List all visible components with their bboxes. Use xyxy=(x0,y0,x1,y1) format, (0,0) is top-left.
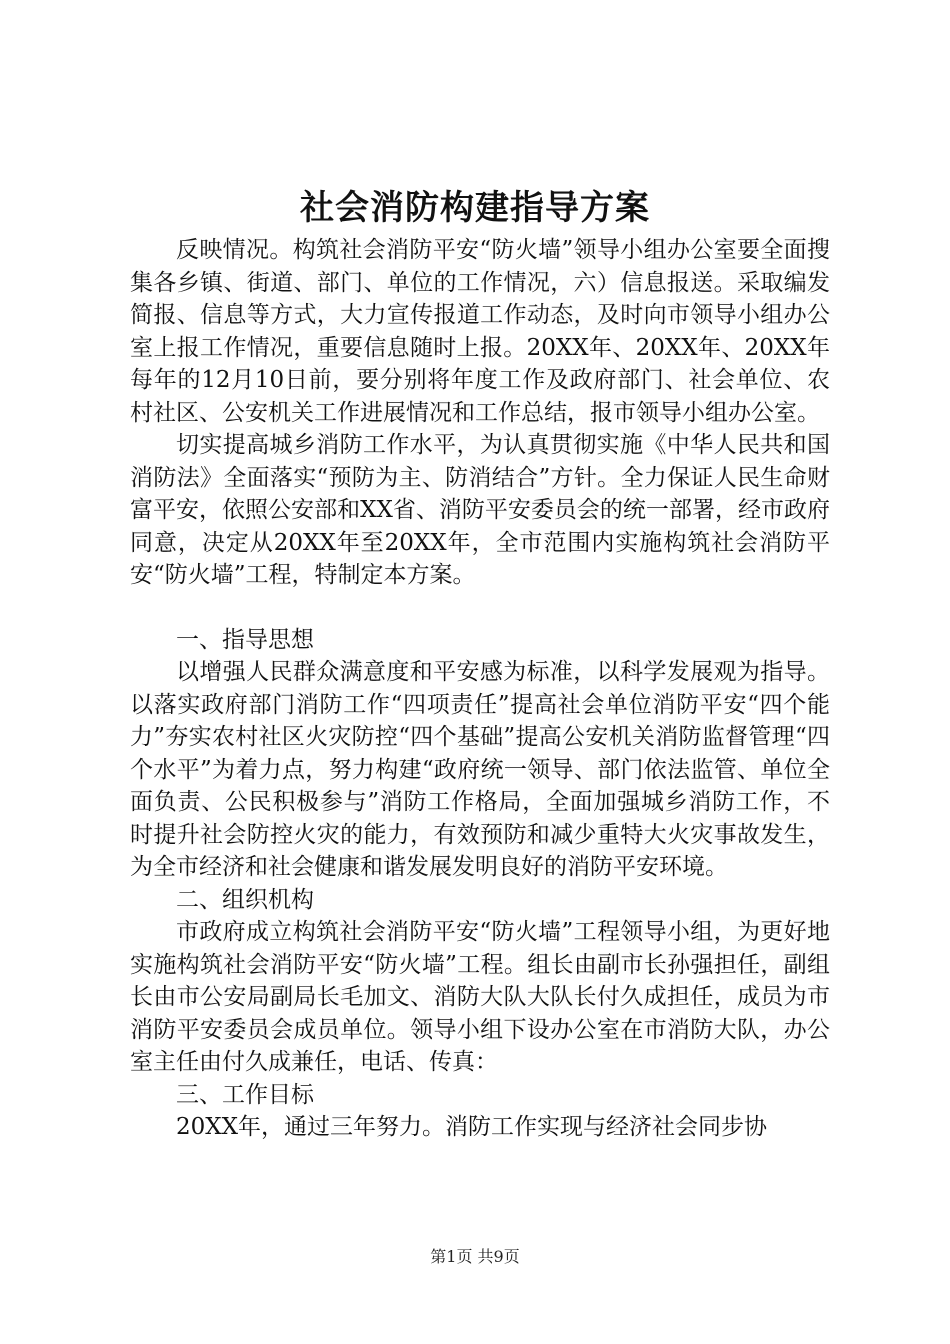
section-heading-guiding-thought: 一、指导思想 xyxy=(176,626,314,653)
section-heading-goals: 三、工作目标 xyxy=(176,1081,314,1108)
paragraph-goals: 20XX年，通过三年努力。消防工作实现与经济社会同步协 xyxy=(176,1114,768,1140)
paragraph-report: 反映情况。构筑社会消防平安“防火墙”领导小组办公室要全面搜集各乡镇、街道、部门、单位的工作情况，六）信息报送。采取编发简报、信息等方式，大力宣传报道工作动态，及时向市领导小组办公室上报工作情况，重要信息随时上报。20XX年、20XX年、20XX年每年的12月10日前，要分别将年度工作及政府部门、社会单位、农村社区、公安机关工作进展情况和工作总结，报市领导小组办公室。 xyxy=(130,237,830,426)
paragraph-guiding-thought: 以增强人民群众满意度和平安感为标准，以科学发展观为指导。以落实政府部门消防工作“四项责任”提高社会单位消防平安“四个能力”夯实农村社区火灾防控“四个基础”提高公安机关消防监督管理“四个水平”为着力点，努力构建“政府统一领导、部门依法监管、单位全面负责、公民积极参与”消防工作格局，全面加强城乡消防工作，不时提升社会防控火灾的能力，有效预防和减少重特大火灾事故发生，为全市经济和社会健康和谐发展发明良好的消防平安环境。 xyxy=(130,659,830,880)
paragraph-organization: 市政府成立构筑社会消防平安“防火墙”工程领导小组，为更好地实施构筑社会消防平安“防火墙”工程。组长由副市长孙强担任，副组长由市公安局副局长毛加文、消防大队大队长付久成担任，成员为市消防平安委员会成员单位。领导小组下设办公室在市消防大队，办公室主任由付久成兼任，电话、传真： xyxy=(130,919,830,1075)
section-heading-organization: 二、组织机构 xyxy=(176,886,314,913)
document-body xyxy=(130,234,830,1144)
paragraph-intro: 切实提高城乡消防工作水平，为认真贯彻实施《中华人民共和国消防法》全面落实“预防为主、防消结合”方针。全力保证人民生命财富平安，依照公安部和XX省、消防平安委员会的统一部署，经市政府同意，决定从20XX年至20XX年，全市范围内实施构筑社会消防平安“防火墙”工程，特制定本方案。 xyxy=(130,432,830,588)
page-number-footer: 第1页 共9页 xyxy=(430,1247,520,1266)
document-title: 社会消防构建指导方案 xyxy=(300,188,650,228)
